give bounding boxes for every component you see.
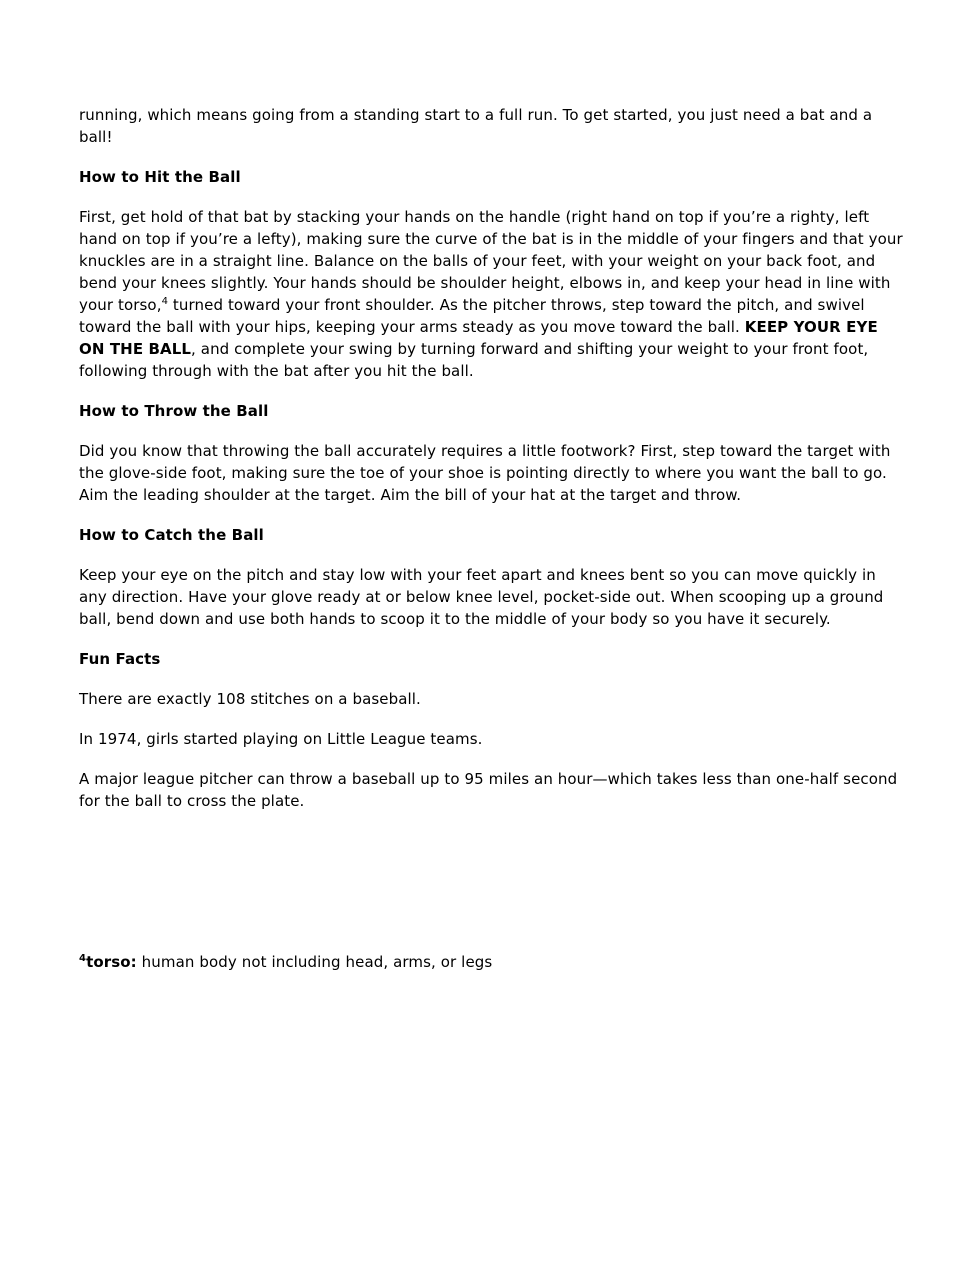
throw-paragraph: Did you know that throwing the ball accurately requires a little footwork? First, step toward the target with the glove-side foot, making sure the toe of your shoe is pointing directly to where you want the ball to go. Aim the leading shoulder at the target. Aim the bill of your hat at the target and throw. [79, 442, 891, 504]
fun-fact-little-league: In 1974, girls started playing on Little League teams. [79, 730, 483, 748]
hit-text-middle: turned toward your front shoulder. As the pitcher throws, step toward the pitch, and swivel toward the ball with your hips, keeping your arms steady as you move toward the ball. [79, 296, 865, 336]
hit-text-after: , and complete your swing by turning forward and shifting your weight to your front foot, following through with the bat after you hit the ball. [79, 340, 869, 380]
hit-text-before-footnote-ref: First, get hold of that bat by stacking your hands on the handle (right hand on top if you’re a righty, left hand on top if you’re a lefty), making sure the curve of the bat is in the middle of your fingers and that your knuckles are in a straight line. Balance on the balls of your feet, with your weight on your back foot, and bend your knees slightly. Your hands should be shoulder height, elbows in, and keep your head in line with your torso, [79, 208, 903, 314]
emphasis-keep-your-eye: KEEP YOUR EYE ON THE BALL [79, 318, 878, 358]
fun-fact-pitch-speed: A major league pitcher can throw a baseball up to 95 miles an hour—which takes less than one-half second for the ball to cross the plate. [79, 770, 898, 810]
hit-paragraph [79, 206, 903, 382]
footnote-torso [79, 951, 903, 973]
footnote-reference-4: 4 [161, 296, 169, 307]
fun-fact-stitches: There are exactly 108 stitches on a baseball. [79, 690, 421, 708]
catch-paragraph: Keep your eye on the pitch and stay low with your feet apart and knees bent so you can move quickly in any direction. Have your glove ready at or below knee level, pocket-side out. When scooping up a ground ball, bend down and use both hands to scoop it to the middle of your body so you have it securely. [79, 566, 884, 628]
section-heading-hit: How to Hit the Ball [79, 168, 241, 186]
intro-paragraph: running, which means going from a standing start to a full run. To get started, you just need a bat and a ball! [79, 106, 873, 146]
section-heading-fun-facts: Fun Facts [79, 650, 161, 668]
section-heading-catch: How to Catch the Ball [79, 526, 264, 544]
footnote-number: 4 [79, 953, 87, 964]
section-heading-throw: How to Throw the Ball [79, 402, 269, 420]
footnote-definition: human body not including head, arms, or legs [136, 953, 493, 971]
footnote-term: torso: [86, 953, 137, 971]
